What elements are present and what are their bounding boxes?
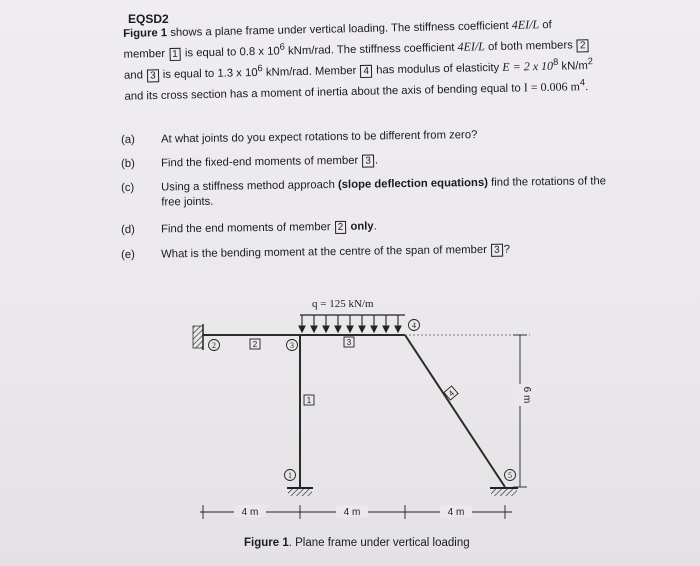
member-box-2: 2 xyxy=(335,221,347,234)
svg-text:1: 1 xyxy=(288,471,292,480)
member-box-3: 3 xyxy=(491,244,503,257)
joint-label-3 xyxy=(287,340,298,351)
distributed-load xyxy=(299,298,405,332)
fixed-support-5 xyxy=(490,488,518,496)
question-label: (b) xyxy=(121,157,135,170)
svg-text:2: 2 xyxy=(212,341,216,350)
joint-label-5 xyxy=(505,470,516,481)
svg-text:1: 1 xyxy=(306,396,312,405)
svg-text:5: 5 xyxy=(508,471,512,480)
figure-reference: Figure 1 xyxy=(123,27,168,40)
question-label: (c) xyxy=(121,181,135,194)
wall-support xyxy=(193,324,203,350)
question-text: Find the fixed-end moments of member 3 . xyxy=(161,154,379,170)
heading: EQSD2 xyxy=(128,12,169,26)
svg-text:3: 3 xyxy=(346,338,352,347)
modulus-expression: E = 2 x 10 xyxy=(502,58,554,74)
member-box-2: 2 xyxy=(577,39,589,52)
member-label-3 xyxy=(344,337,354,347)
member-4-line xyxy=(405,335,505,487)
question-label: (a) xyxy=(121,133,135,146)
member-box-3: 3 xyxy=(147,69,159,82)
member-label-2 xyxy=(250,339,260,349)
member-box-4: 4 xyxy=(360,64,372,77)
svg-text:3: 3 xyxy=(290,341,294,350)
svg-text:4: 4 xyxy=(446,388,456,399)
member-box-1: 1 xyxy=(169,48,181,61)
question-text: Find the end moments of member 2 only. xyxy=(161,220,377,236)
problem-statement: Figure 1 shows a plane frame under vertical loading. The stiffness coefficient 4EI/L of member 1 is equal to 0.8 x $10^6$ kNm/rad. The stiffness coefficient 4EI/L of both members 2 and 3 is equal to 1.3 x $10^6$ kNm/rad. Member 4 has modulus of elasticity E = 2 x $10^8$ $kN/m^2$ and its cross section has a moment of inertia about the axis of bending equal to I = 0.006 $m^4$. xyxy=(123,17,594,103)
svg-text:4: 4 xyxy=(412,321,416,330)
stiffness-symbol: 4EI/L xyxy=(457,39,486,54)
height-dimension xyxy=(513,335,532,487)
load-label: q = 125 kN/m xyxy=(312,298,374,310)
joint-label-4 xyxy=(409,320,420,331)
member-label-1 xyxy=(304,395,314,405)
span-label-2: 4 m xyxy=(343,507,361,518)
question-text: Using a stiffness method approach (slope deflection equations) find the rotations of the free joints. xyxy=(161,175,607,209)
figure-caption: Figure 1. Plane frame under vertical loading xyxy=(244,537,470,549)
joint-label-2 xyxy=(209,340,220,351)
member-box-3: 3 xyxy=(362,154,374,167)
question-label: (d) xyxy=(121,223,135,236)
question-text: What is the bending moment at the centre of the span of member 3 ? xyxy=(161,243,511,261)
stiffness-symbol: 4EI/L xyxy=(511,17,540,32)
inertia-expression: I = 0.006 m xyxy=(523,78,581,94)
fixed-support-1 xyxy=(287,488,313,496)
span-label-3: 4 m xyxy=(447,507,465,518)
height-label: 6 m xyxy=(521,386,532,404)
question-label: (e) xyxy=(121,248,135,261)
span-dimensions xyxy=(200,505,512,519)
question-text: At what joints do you expect rotations to be different from zero? xyxy=(161,129,478,146)
span-label-1: 4 m xyxy=(241,507,259,518)
svg-text:2: 2 xyxy=(252,340,258,349)
joint-label-1 xyxy=(285,470,296,481)
